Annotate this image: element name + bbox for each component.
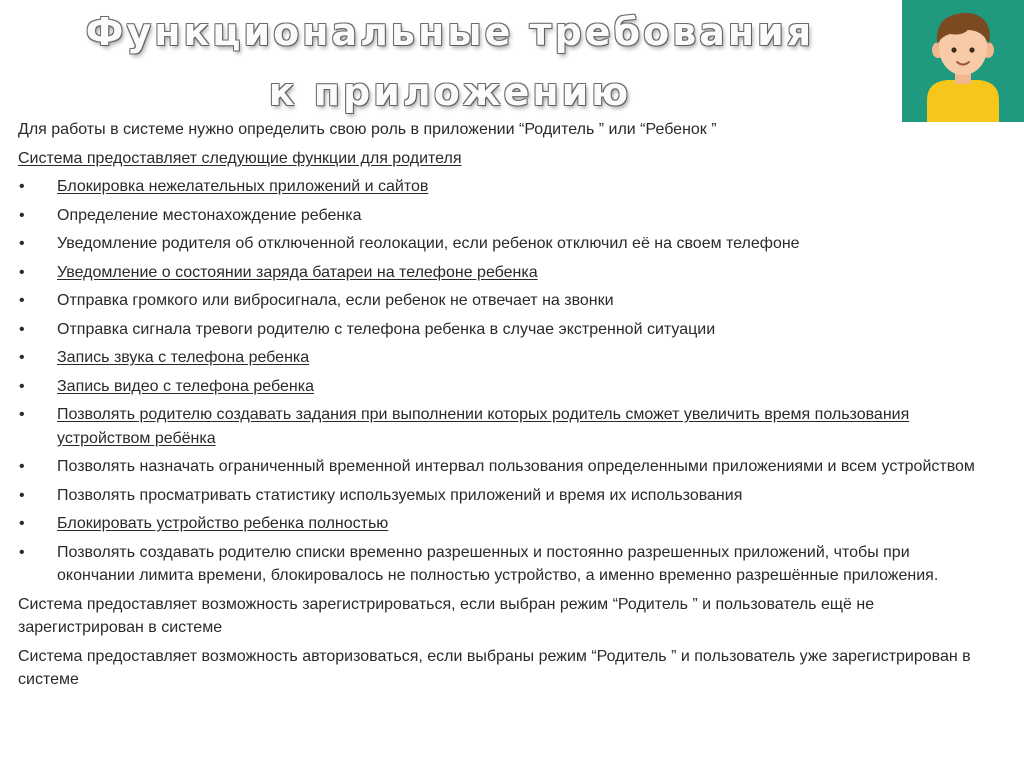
slide-title — [40, 2, 860, 122]
bullet-icon: • — [19, 515, 25, 532]
bullet-icon: • — [19, 406, 25, 423]
list-item-text: Запись звука с телефона ребенка — [57, 349, 310, 366]
auth-text: Система предоставляет возможность авторизоваться, если выбраны режим “Родитель ” и пользователь уже зарегистрирован в системе — [18, 647, 971, 688]
bullet-icon: • — [19, 292, 25, 309]
list-item-text: Позволять назначать ограниченный временной интервал пользования определенными приложениями и всем устройством — [57, 458, 975, 475]
list-item — [18, 541, 978, 588]
list-item-text: Блокировать устройство ребенка полностью — [57, 515, 389, 532]
list-item — [18, 403, 978, 450]
list-item-text: Позволять создавать родителю списки временно разрешенных и постоянно разрешенных приложений, чтобы при окончании лимита времени, блокировалось не полностью устройство, а именно временно разрешённые приложения. — [57, 543, 939, 584]
bullet-icon: • — [19, 543, 25, 561]
bullet-icon: • — [19, 349, 25, 366]
boy-avatar-icon — [902, 0, 1024, 122]
title-line-2: к приложению — [268, 70, 632, 114]
bullet-icon: • — [19, 206, 25, 224]
list-item — [18, 232, 978, 256]
register-text: Система предоставляет возможность зарегистрироваться, если выбран режим “Родитель ” и пользователь ещё не зарегистрирован в системе — [18, 595, 875, 636]
list-item-text: Запись видео с телефона ребенка — [57, 377, 314, 395]
list-item — [18, 346, 978, 370]
bullet-icon: • — [19, 377, 25, 395]
list-item — [18, 261, 978, 285]
title-line-1: Функциональные требования — [85, 10, 815, 54]
list-item-text: Блокировка нежелательных приложений и сайтов — [57, 178, 429, 195]
avatar-graphic — [902, 0, 1024, 122]
list-item — [18, 512, 978, 536]
bullet-icon: • — [19, 178, 25, 195]
functions-list — [18, 175, 978, 588]
list-item-text: Уведомление о состоянии заряда батареи на телефоне ребенка — [57, 263, 538, 281]
list-item — [18, 375, 978, 399]
list-item — [18, 175, 978, 199]
list-item-text: Отправка сигнала тревоги родителю с телефона ребенка в случае экстренной ситуации — [57, 320, 716, 338]
list-item-text: Определение местонахождение ребенка — [57, 206, 362, 224]
bullet-icon: • — [19, 458, 25, 475]
list-item — [18, 204, 978, 228]
bullet-icon: • — [19, 235, 25, 252]
list-item — [18, 318, 978, 342]
bullet-icon: • — [19, 486, 25, 504]
content-body — [18, 118, 978, 697]
intro-text: Для работы в системе нужно определить свою роль в приложении “Родитель ” или “Ребенок ” — [18, 121, 717, 138]
bullet-icon: • — [19, 320, 25, 338]
list-item — [18, 289, 978, 313]
functions-heading: Система предоставляет следующие функции для родителя — [18, 149, 462, 167]
list-item — [18, 484, 978, 508]
bullet-icon: • — [19, 263, 25, 281]
list-item-text: Позволять просматривать статистику используемых приложений и время их использования — [57, 486, 743, 504]
list-item-text: Позволять родителю создавать задания при выполнении которых родитель сможет увеличить время пользования устройством ребёнка — [57, 406, 910, 447]
list-item — [18, 455, 978, 479]
list-item-text: Отправка громкого или вибросигнала, если ребенок не отвечает на звонки — [57, 292, 614, 309]
list-item-text: Уведомление родителя об отключенной геолокации, если ребенок отключил её на своем телефоне — [57, 235, 800, 252]
